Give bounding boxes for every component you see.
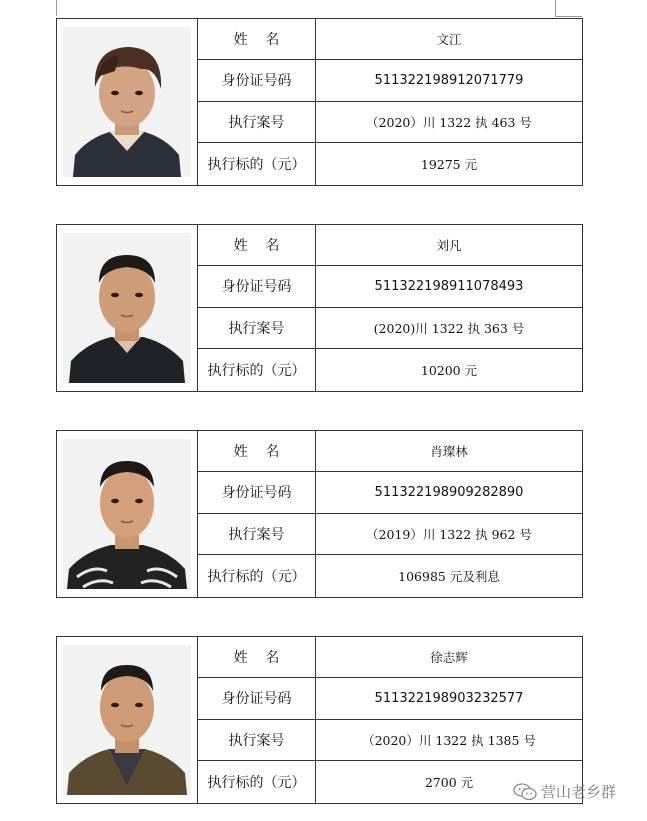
record-card-3: [56, 430, 583, 598]
name-value: 文江: [436, 32, 462, 48]
amount-label: 执行标的（元）: [198, 349, 316, 391]
name-row: [198, 19, 582, 60]
name-value: 刘凡: [436, 238, 462, 254]
id-number-value: 511322198912071779: [374, 72, 524, 88]
case-number-row: [198, 514, 582, 555]
name-value: 徐志辉: [430, 650, 468, 666]
photo-cell: [57, 225, 198, 391]
amount-row: [198, 143, 582, 185]
id-number-row: [198, 678, 582, 719]
portrait-photo: [63, 439, 191, 589]
portrait-photo: [63, 27, 191, 177]
amount-label: 执行标的（元）: [198, 555, 316, 597]
case-number-label: 执行案号: [198, 308, 316, 348]
case-number-label: 执行案号: [198, 514, 316, 554]
case-number-value: (2020)川 1322 执 363 号: [373, 320, 525, 336]
case-number-row: [198, 720, 582, 761]
amount-label: 执行标的（元）: [198, 761, 316, 803]
photo-cell: [57, 637, 198, 803]
watermark-text: 营山老乡群: [541, 783, 617, 801]
photo-cell: [57, 19, 198, 185]
record-card-4: [56, 636, 583, 804]
id-number-row: [198, 60, 582, 101]
id-number-value: 511322198909282890: [374, 484, 524, 500]
page-margin-mark-left: [56, 0, 57, 16]
case-number-row: [198, 102, 582, 143]
id-number-label: 身份证号码: [198, 678, 316, 718]
amount-value: 106985 元及利息: [398, 568, 500, 584]
watermark: [513, 781, 616, 802]
name-row: [198, 225, 582, 266]
wechat-icon: [513, 783, 537, 801]
amount-label: 执行标的（元）: [198, 143, 316, 185]
id-number-label: 身份证号码: [198, 472, 316, 512]
case-number-label: 执行案号: [198, 720, 316, 760]
record-card-1: [56, 18, 583, 186]
case-number-label: 执行案号: [198, 102, 316, 142]
name-label: 姓 名: [198, 225, 316, 265]
id-number-row: [198, 266, 582, 307]
portrait-photo: [63, 233, 191, 383]
id-number-label: 身份证号码: [198, 266, 316, 306]
name-row: [198, 637, 582, 678]
name-label: 姓 名: [198, 19, 316, 59]
name-label: 姓 名: [198, 431, 316, 471]
portrait-photo: [63, 645, 191, 795]
amount-value: 19275 元: [420, 156, 478, 172]
id-number-row: [198, 472, 582, 513]
name-value: 肖璨林: [430, 444, 468, 460]
case-number-value: （2019）川 1322 执 962 号: [366, 526, 532, 542]
amount-row: [198, 555, 582, 597]
photo-cell: [57, 431, 198, 597]
amount-value: 2700 元: [424, 774, 474, 790]
case-number-row: [198, 308, 582, 349]
case-number-value: （2020）川 1322 执 1385 号: [362, 732, 536, 748]
case-number-value: （2020）川 1322 执 463 号: [366, 114, 532, 130]
id-number-value: 511322198911078493: [374, 278, 524, 294]
amount-value: 10200 元: [420, 362, 478, 378]
id-number-label: 身份证号码: [198, 60, 316, 100]
name-label: 姓 名: [198, 637, 316, 677]
amount-row: [198, 349, 582, 391]
page-margin-mark-right: [555, 0, 582, 17]
name-row: [198, 431, 582, 472]
record-card-2: [56, 224, 583, 392]
id-number-value: 511322198903232577: [374, 690, 524, 706]
